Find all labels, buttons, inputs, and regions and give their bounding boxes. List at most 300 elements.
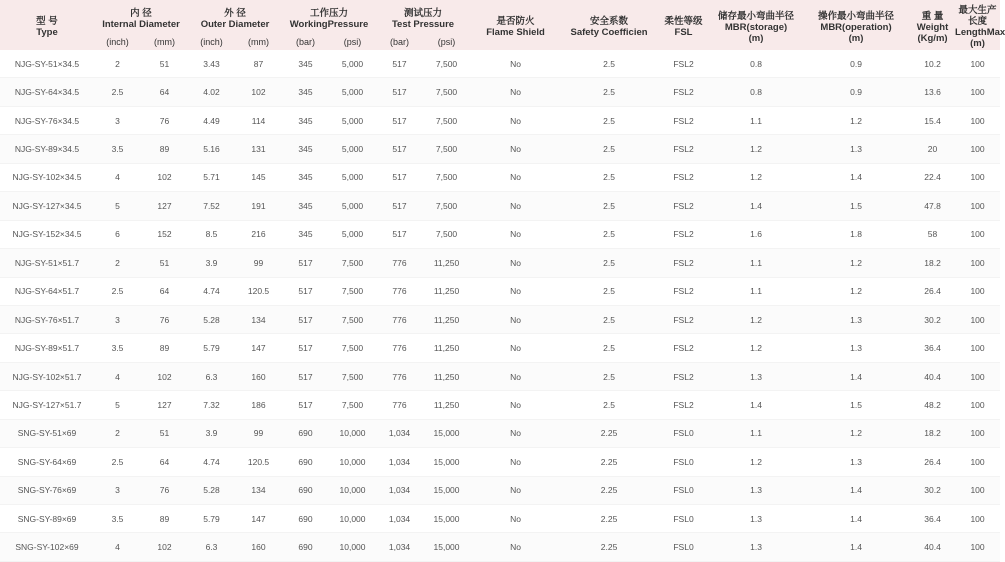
table-row xyxy=(0,420,1000,448)
cell-tp-psi: 15,000 xyxy=(423,505,470,533)
cell-wp-psi: 5,000 xyxy=(329,221,376,249)
cell-mbr-operation: 1.3 xyxy=(802,135,910,163)
cell-id-mm: 64 xyxy=(141,78,188,106)
cell-id-mm: 76 xyxy=(141,107,188,135)
cell-id-mm: 51 xyxy=(141,50,188,78)
cell-mbr-operation: 1.2 xyxy=(802,278,910,306)
table-row xyxy=(0,477,1000,505)
table-row xyxy=(0,221,1000,249)
cell-id-mm: 102 xyxy=(141,533,188,561)
cell-weight: 26.4 xyxy=(910,278,955,306)
cell-tp-bar: 517 xyxy=(376,221,423,249)
cell-wp-psi: 7,500 xyxy=(329,278,376,306)
cell-model: NJG-SY-89×34.5 xyxy=(0,135,94,163)
cell-length-max: 100 xyxy=(955,50,1000,78)
cell-fsl: FSL2 xyxy=(657,50,710,78)
cell-od-inch: 5.71 xyxy=(188,164,235,192)
cell-fsl: FSL0 xyxy=(657,448,710,476)
cell-od-inch: 6.3 xyxy=(188,533,235,561)
cell-mbr-operation: 1.2 xyxy=(802,107,910,135)
cell-tp-psi: 15,000 xyxy=(423,448,470,476)
cell-model: SNG-SY-51×69 xyxy=(0,420,94,448)
cell-fsl: FSL2 xyxy=(657,306,710,334)
cell-od-inch: 3.9 xyxy=(188,420,235,448)
header-mbr-operation: 操作最小弯曲半径 MBR(operation) (m) xyxy=(802,0,910,50)
cell-mbr-operation: 1.4 xyxy=(802,533,910,561)
cell-tp-psi: 11,250 xyxy=(423,306,470,334)
cell-flame-shield: No xyxy=(470,278,561,306)
cell-wp-psi: 5,000 xyxy=(329,192,376,220)
cell-safety: 2.5 xyxy=(561,306,657,334)
cell-tp-psi: 15,000 xyxy=(423,420,470,448)
table-row xyxy=(0,334,1000,362)
cell-tp-bar: 517 xyxy=(376,135,423,163)
cell-flame-shield: No xyxy=(470,505,561,533)
cell-flame-shield: No xyxy=(470,221,561,249)
cell-wp-psi: 5,000 xyxy=(329,135,376,163)
cell-safety: 2.25 xyxy=(561,533,657,561)
cell-wp-bar: 690 xyxy=(282,448,329,476)
cell-flame-shield: No xyxy=(470,306,561,334)
cell-id-inch: 5 xyxy=(94,391,141,419)
cell-tp-bar: 1,034 xyxy=(376,477,423,505)
cell-od-inch: 7.32 xyxy=(188,391,235,419)
cell-fsl: FSL0 xyxy=(657,420,710,448)
cell-od-inch: 5.16 xyxy=(188,135,235,163)
cell-od-inch: 8.5 xyxy=(188,221,235,249)
cell-tp-psi: 11,250 xyxy=(423,363,470,391)
cell-tp-psi: 11,250 xyxy=(423,391,470,419)
cell-weight: 58 xyxy=(910,221,955,249)
cell-id-inch: 3.5 xyxy=(94,135,141,163)
cell-weight: 40.4 xyxy=(910,533,955,561)
cell-od-mm: 134 xyxy=(235,306,282,334)
cell-length-max: 100 xyxy=(955,78,1000,106)
cell-flame-shield: No xyxy=(470,477,561,505)
table-row xyxy=(0,505,1000,533)
cell-fsl: FSL2 xyxy=(657,192,710,220)
cell-flame-shield: No xyxy=(470,363,561,391)
cell-mbr-storage: 1.4 xyxy=(710,192,802,220)
cell-od-inch: 4.49 xyxy=(188,107,235,135)
header-test-pressure: 测试压力 Test Pressure xyxy=(376,0,470,34)
cell-mbr-operation: 1.5 xyxy=(802,391,910,419)
cell-flame-shield: No xyxy=(470,164,561,192)
cell-mbr-storage: 1.3 xyxy=(710,505,802,533)
cell-mbr-storage: 1.2 xyxy=(710,306,802,334)
cell-od-mm: 216 xyxy=(235,221,282,249)
cell-tp-bar: 776 xyxy=(376,278,423,306)
unit-inch: (inch) xyxy=(94,34,141,50)
cell-tp-bar: 1,034 xyxy=(376,448,423,476)
cell-fsl: FSL2 xyxy=(657,107,710,135)
table-row xyxy=(0,448,1000,476)
cell-wp-bar: 345 xyxy=(282,221,329,249)
header-outer-diameter: 外 径 Outer Diameter xyxy=(188,0,282,34)
cell-flame-shield: No xyxy=(470,50,561,78)
cell-length-max: 100 xyxy=(955,221,1000,249)
cell-mbr-operation: 1.2 xyxy=(802,420,910,448)
cell-mbr-storage: 0.8 xyxy=(710,50,802,78)
cell-safety: 2.25 xyxy=(561,477,657,505)
cell-weight: 36.4 xyxy=(910,334,955,362)
cell-tp-bar: 517 xyxy=(376,50,423,78)
cell-mbr-operation: 1.2 xyxy=(802,249,910,277)
cell-weight: 18.2 xyxy=(910,420,955,448)
cell-model: NJG-SY-76×51.7 xyxy=(0,306,94,334)
cell-wp-psi: 10,000 xyxy=(329,477,376,505)
cell-od-mm: 102 xyxy=(235,78,282,106)
cell-flame-shield: No xyxy=(470,78,561,106)
table-row xyxy=(0,50,1000,78)
cell-flame-shield: No xyxy=(470,107,561,135)
cell-model: SNG-SY-89×69 xyxy=(0,505,94,533)
cell-wp-bar: 345 xyxy=(282,135,329,163)
cell-od-mm: 145 xyxy=(235,164,282,192)
cell-model: NJG-SY-102×34.5 xyxy=(0,164,94,192)
cell-flame-shield: No xyxy=(470,420,561,448)
unit-psi: (psi) xyxy=(329,34,376,50)
cell-wp-bar: 345 xyxy=(282,78,329,106)
cell-wp-bar: 345 xyxy=(282,192,329,220)
cell-model: NJG-SY-89×51.7 xyxy=(0,334,94,362)
cell-od-mm: 99 xyxy=(235,249,282,277)
cell-wp-bar: 345 xyxy=(282,164,329,192)
cell-wp-bar: 345 xyxy=(282,107,329,135)
cell-mbr-storage: 1.1 xyxy=(710,278,802,306)
cell-od-inch: 5.28 xyxy=(188,306,235,334)
cell-wp-bar: 517 xyxy=(282,278,329,306)
cell-mbr-storage: 1.2 xyxy=(710,135,802,163)
cell-fsl: FSL0 xyxy=(657,533,710,561)
cell-length-max: 100 xyxy=(955,164,1000,192)
cell-od-mm: 147 xyxy=(235,334,282,362)
cell-tp-bar: 776 xyxy=(376,391,423,419)
cell-id-mm: 152 xyxy=(141,221,188,249)
cell-fsl: FSL2 xyxy=(657,78,710,106)
header-length-max: 最大生产长度 LengthMax (m) xyxy=(955,0,1000,50)
unit-bar: (bar) xyxy=(282,34,329,50)
cell-wp-psi: 10,000 xyxy=(329,448,376,476)
cell-model: NJG-SY-64×34.5 xyxy=(0,78,94,106)
cell-model: NJG-SY-152×34.5 xyxy=(0,221,94,249)
cell-tp-bar: 776 xyxy=(376,249,423,277)
cell-mbr-storage: 1.2 xyxy=(710,448,802,476)
cell-wp-psi: 7,500 xyxy=(329,363,376,391)
cell-od-mm: 120.5 xyxy=(235,448,282,476)
cell-tp-bar: 1,034 xyxy=(376,420,423,448)
cell-od-inch: 6.3 xyxy=(188,363,235,391)
cell-length-max: 100 xyxy=(955,533,1000,561)
cell-wp-psi: 7,500 xyxy=(329,306,376,334)
cell-mbr-operation: 1.4 xyxy=(802,363,910,391)
cell-length-max: 100 xyxy=(955,420,1000,448)
cell-wp-bar: 345 xyxy=(282,50,329,78)
cell-id-inch: 2.5 xyxy=(94,278,141,306)
cell-od-mm: 160 xyxy=(235,363,282,391)
cell-id-mm: 76 xyxy=(141,477,188,505)
header-flame-shield: 是否防火 Flame Shield xyxy=(470,0,561,50)
cell-id-mm: 102 xyxy=(141,164,188,192)
cell-id-inch: 3.5 xyxy=(94,334,141,362)
cell-tp-psi: 11,250 xyxy=(423,278,470,306)
cell-weight: 30.2 xyxy=(910,477,955,505)
cell-safety: 2.5 xyxy=(561,249,657,277)
cell-tp-psi: 7,500 xyxy=(423,78,470,106)
cell-id-mm: 64 xyxy=(141,448,188,476)
cell-fsl: FSL2 xyxy=(657,391,710,419)
cell-id-inch: 5 xyxy=(94,192,141,220)
cell-flame-shield: No xyxy=(470,334,561,362)
cell-fsl: FSL2 xyxy=(657,363,710,391)
cell-id-mm: 127 xyxy=(141,192,188,220)
cell-mbr-operation: 1.4 xyxy=(802,505,910,533)
cell-mbr-storage: 1.1 xyxy=(710,249,802,277)
cell-weight: 26.4 xyxy=(910,448,955,476)
cell-safety: 2.5 xyxy=(561,278,657,306)
cell-length-max: 100 xyxy=(955,278,1000,306)
cell-weight: 47.8 xyxy=(910,192,955,220)
cell-safety: 2.5 xyxy=(561,107,657,135)
table-row xyxy=(0,192,1000,220)
cell-length-max: 100 xyxy=(955,107,1000,135)
cell-flame-shield: No xyxy=(470,135,561,163)
cell-id-inch: 4 xyxy=(94,164,141,192)
cell-fsl: FSL2 xyxy=(657,164,710,192)
cell-safety: 2.5 xyxy=(561,78,657,106)
cell-length-max: 100 xyxy=(955,477,1000,505)
cell-mbr-storage: 1.1 xyxy=(710,420,802,448)
cell-flame-shield: No xyxy=(470,391,561,419)
cell-mbr-operation: 0.9 xyxy=(802,50,910,78)
cell-wp-psi: 7,500 xyxy=(329,249,376,277)
table-row xyxy=(0,164,1000,192)
cell-tp-psi: 11,250 xyxy=(423,249,470,277)
cell-mbr-storage: 1.2 xyxy=(710,334,802,362)
cell-model: SNG-SY-64×69 xyxy=(0,448,94,476)
cell-flame-shield: No xyxy=(470,533,561,561)
header-mbr-storage: 储存最小弯曲半径 MBR(storage) (m) xyxy=(710,0,802,50)
cell-length-max: 100 xyxy=(955,249,1000,277)
table-row xyxy=(0,533,1000,561)
cell-tp-psi: 11,250 xyxy=(423,334,470,362)
cell-weight: 20 xyxy=(910,135,955,163)
cell-fsl: FSL2 xyxy=(657,221,710,249)
cell-id-inch: 2.5 xyxy=(94,448,141,476)
cell-length-max: 100 xyxy=(955,334,1000,362)
cell-wp-psi: 10,000 xyxy=(329,533,376,561)
cell-id-inch: 3.5 xyxy=(94,505,141,533)
cell-id-mm: 89 xyxy=(141,334,188,362)
table-row xyxy=(0,78,1000,106)
cell-od-inch: 3.43 xyxy=(188,50,235,78)
cell-id-mm: 89 xyxy=(141,505,188,533)
cell-length-max: 100 xyxy=(955,448,1000,476)
cell-id-mm: 76 xyxy=(141,306,188,334)
cell-id-inch: 4 xyxy=(94,363,141,391)
cell-od-inch: 5.79 xyxy=(188,505,235,533)
cell-tp-psi: 7,500 xyxy=(423,50,470,78)
cell-wp-psi: 5,000 xyxy=(329,164,376,192)
cell-id-mm: 64 xyxy=(141,278,188,306)
cell-od-inch: 4.02 xyxy=(188,78,235,106)
cell-tp-bar: 776 xyxy=(376,306,423,334)
header-weight: 重 量 Weight (Kg/m) xyxy=(910,0,955,50)
cell-weight: 18.2 xyxy=(910,249,955,277)
cell-length-max: 100 xyxy=(955,192,1000,220)
cell-wp-bar: 517 xyxy=(282,249,329,277)
cell-mbr-storage: 1.1 xyxy=(710,107,802,135)
cell-id-mm: 51 xyxy=(141,420,188,448)
cell-model: NJG-SY-76×34.5 xyxy=(0,107,94,135)
cell-safety: 2.5 xyxy=(561,164,657,192)
cell-model: NJG-SY-102×51.7 xyxy=(0,363,94,391)
header-fsl: 柔性等级 FSL xyxy=(657,0,710,50)
cell-wp-psi: 5,000 xyxy=(329,107,376,135)
cell-model: NJG-SY-127×34.5 xyxy=(0,192,94,220)
cell-weight: 13.6 xyxy=(910,78,955,106)
cell-fsl: FSL2 xyxy=(657,249,710,277)
cell-wp-bar: 690 xyxy=(282,477,329,505)
cell-wp-psi: 7,500 xyxy=(329,391,376,419)
cell-od-inch: 4.74 xyxy=(188,278,235,306)
cell-tp-psi: 7,500 xyxy=(423,135,470,163)
cell-mbr-operation: 1.4 xyxy=(802,164,910,192)
cell-mbr-storage: 1.3 xyxy=(710,477,802,505)
cell-mbr-operation: 0.9 xyxy=(802,78,910,106)
cell-mbr-storage: 1.3 xyxy=(710,363,802,391)
cell-id-inch: 3 xyxy=(94,107,141,135)
unit-inch: (inch) xyxy=(188,34,235,50)
table-row xyxy=(0,249,1000,277)
cell-id-mm: 127 xyxy=(141,391,188,419)
cell-od-mm: 114 xyxy=(235,107,282,135)
cell-tp-bar: 1,034 xyxy=(376,505,423,533)
cell-fsl: FSL2 xyxy=(657,278,710,306)
cell-length-max: 100 xyxy=(955,391,1000,419)
cell-wp-bar: 690 xyxy=(282,505,329,533)
cell-model: NJG-SY-64×51.7 xyxy=(0,278,94,306)
cell-wp-bar: 517 xyxy=(282,334,329,362)
table-header xyxy=(0,0,1005,50)
cell-id-inch: 4 xyxy=(94,533,141,561)
cell-tp-psi: 7,500 xyxy=(423,221,470,249)
cell-od-mm: 134 xyxy=(235,477,282,505)
cell-flame-shield: No xyxy=(470,448,561,476)
cell-tp-psi: 7,500 xyxy=(423,164,470,192)
cell-od-mm: 99 xyxy=(235,420,282,448)
cell-fsl: FSL0 xyxy=(657,477,710,505)
cell-safety: 2.5 xyxy=(561,221,657,249)
cell-safety: 2.5 xyxy=(561,50,657,78)
cell-wp-bar: 690 xyxy=(282,533,329,561)
cell-safety: 2.25 xyxy=(561,420,657,448)
cell-id-inch: 3 xyxy=(94,477,141,505)
cell-id-mm: 102 xyxy=(141,363,188,391)
cell-mbr-storage: 1.6 xyxy=(710,221,802,249)
cell-id-inch: 2 xyxy=(94,249,141,277)
header-model: 型 号 Type xyxy=(0,0,94,50)
cell-mbr-storage: 1.3 xyxy=(710,533,802,561)
cell-length-max: 100 xyxy=(955,505,1000,533)
cell-tp-bar: 517 xyxy=(376,107,423,135)
cell-safety: 2.5 xyxy=(561,391,657,419)
cell-length-max: 100 xyxy=(955,306,1000,334)
cell-safety: 2.5 xyxy=(561,192,657,220)
cell-tp-bar: 1,034 xyxy=(376,533,423,561)
cell-wp-bar: 517 xyxy=(282,363,329,391)
cell-length-max: 100 xyxy=(955,363,1000,391)
cell-model: SNG-SY-76×69 xyxy=(0,477,94,505)
cell-od-mm: 147 xyxy=(235,505,282,533)
cell-fsl: FSL0 xyxy=(657,505,710,533)
cell-od-mm: 131 xyxy=(235,135,282,163)
cell-weight: 48.2 xyxy=(910,391,955,419)
cell-id-inch: 2 xyxy=(94,420,141,448)
cell-tp-bar: 517 xyxy=(376,78,423,106)
table-row xyxy=(0,363,1000,391)
cell-safety: 2.5 xyxy=(561,135,657,163)
cell-od-mm: 186 xyxy=(235,391,282,419)
unit-psi: (psi) xyxy=(423,34,470,50)
cell-weight: 10.2 xyxy=(910,50,955,78)
cell-model: NJG-SY-51×34.5 xyxy=(0,50,94,78)
cell-od-mm: 120.5 xyxy=(235,278,282,306)
cell-wp-bar: 517 xyxy=(282,306,329,334)
cell-od-mm: 87 xyxy=(235,50,282,78)
cell-tp-psi: 15,000 xyxy=(423,477,470,505)
cell-safety: 2.5 xyxy=(561,334,657,362)
cell-flame-shield: No xyxy=(470,192,561,220)
header-working-pressure: 工作压力 WorkingPressure xyxy=(282,0,376,34)
cell-weight: 40.4 xyxy=(910,363,955,391)
cell-od-mm: 191 xyxy=(235,192,282,220)
cell-od-inch: 3.9 xyxy=(188,249,235,277)
cell-safety: 2.5 xyxy=(561,363,657,391)
cell-tp-bar: 776 xyxy=(376,334,423,362)
cell-weight: 22.4 xyxy=(910,164,955,192)
cell-wp-bar: 690 xyxy=(282,420,329,448)
table-row xyxy=(0,306,1000,334)
cell-safety: 2.25 xyxy=(561,448,657,476)
cell-id-inch: 2.5 xyxy=(94,78,141,106)
cell-mbr-operation: 1.3 xyxy=(802,334,910,362)
cell-mbr-operation: 1.4 xyxy=(802,477,910,505)
cell-od-mm: 160 xyxy=(235,533,282,561)
cell-fsl: FSL2 xyxy=(657,135,710,163)
cell-tp-psi: 7,500 xyxy=(423,192,470,220)
unit-mm: (mm) xyxy=(141,34,188,50)
unit-bar: (bar) xyxy=(376,34,423,50)
cell-wp-psi: 5,000 xyxy=(329,50,376,78)
cell-wp-psi: 7,500 xyxy=(329,334,376,362)
cell-weight: 30.2 xyxy=(910,306,955,334)
cell-od-inch: 4.74 xyxy=(188,448,235,476)
table-body xyxy=(0,50,1000,562)
cell-od-inch: 5.79 xyxy=(188,334,235,362)
header-safety-coefficient: 安全系数 Safety Coefficien xyxy=(561,0,657,50)
cell-tp-psi: 7,500 xyxy=(423,107,470,135)
table-row xyxy=(0,391,1000,419)
cell-model: SNG-SY-102×69 xyxy=(0,533,94,561)
cell-length-max: 100 xyxy=(955,135,1000,163)
cell-weight: 36.4 xyxy=(910,505,955,533)
cell-tp-psi: 15,000 xyxy=(423,533,470,561)
unit-mm: (mm) xyxy=(235,34,282,50)
cell-flame-shield: No xyxy=(470,249,561,277)
cell-id-mm: 89 xyxy=(141,135,188,163)
table-row xyxy=(0,278,1000,306)
